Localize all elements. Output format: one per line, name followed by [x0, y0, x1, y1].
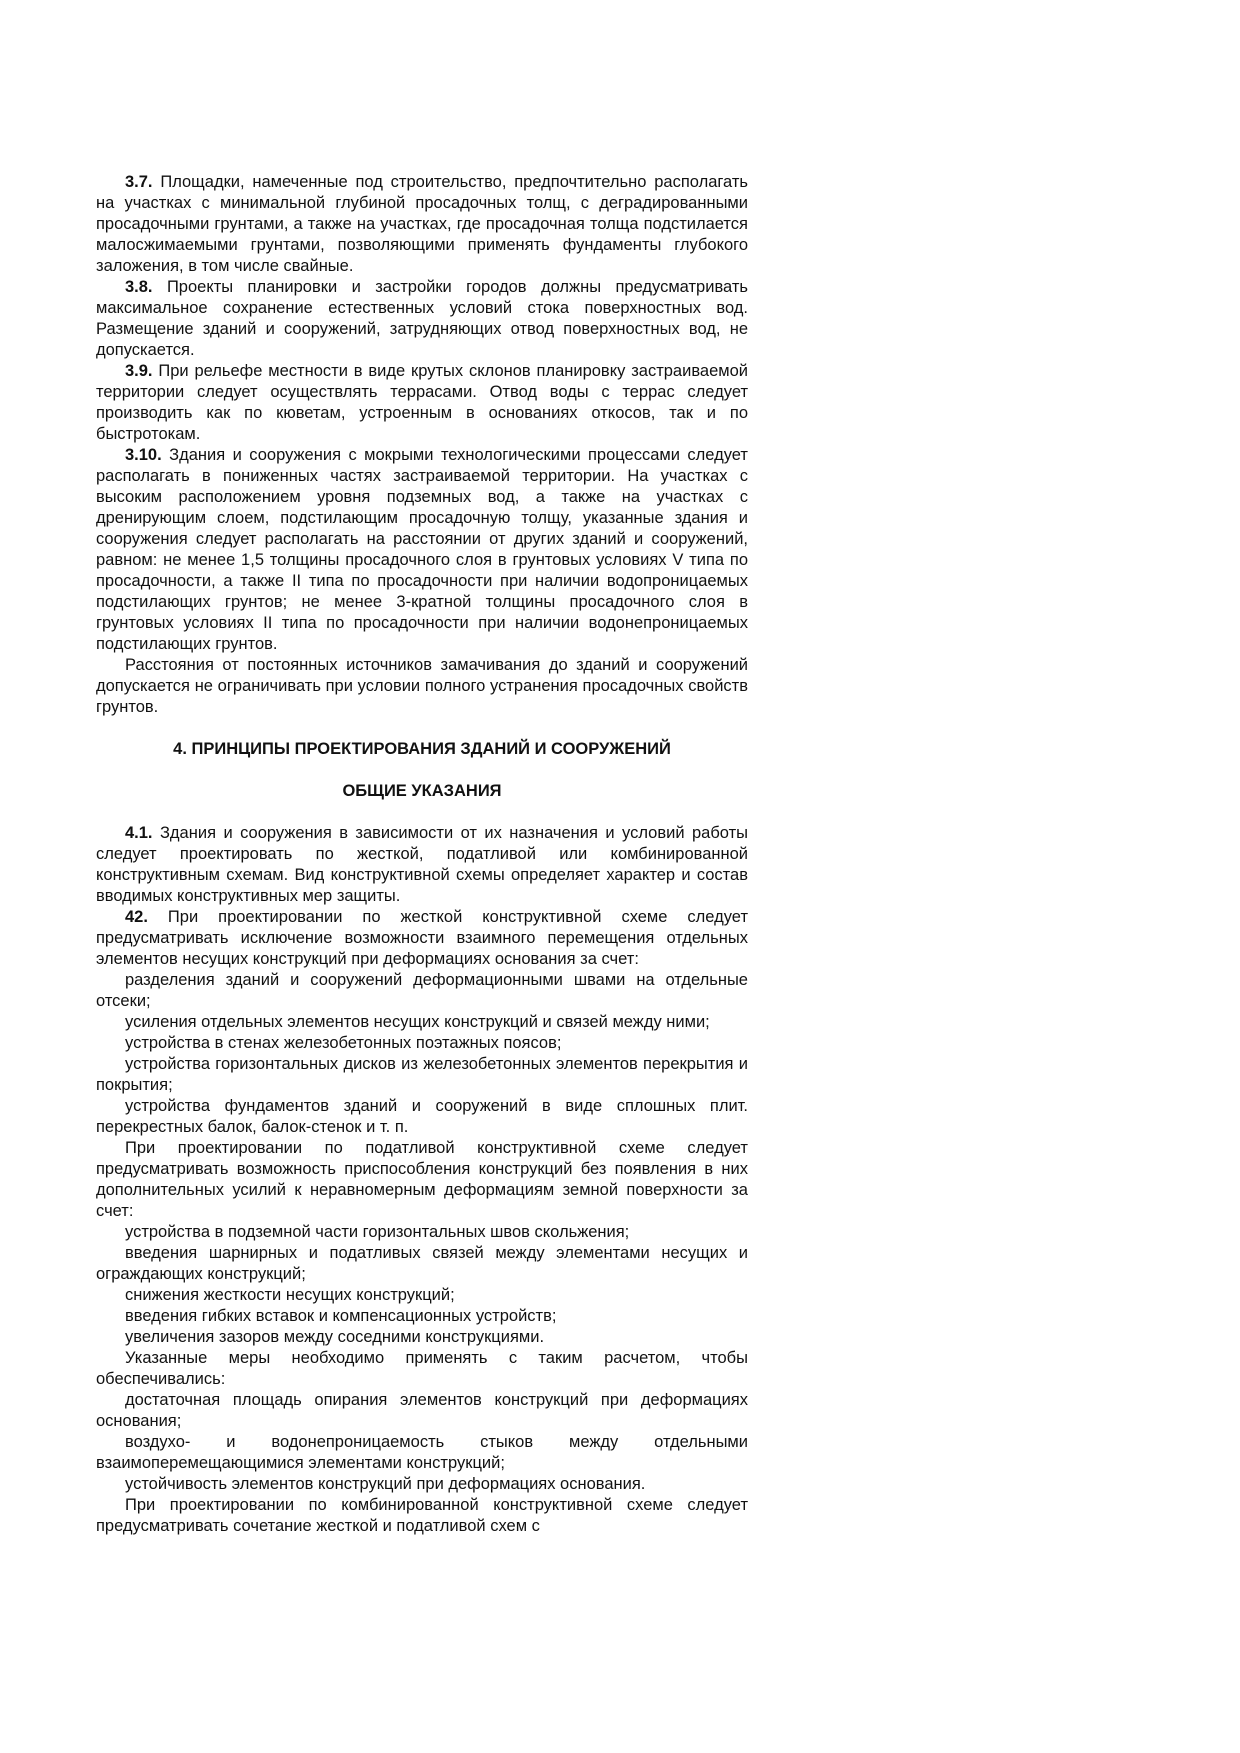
measures-intro: Указанные меры необходимо применять с таким расчетом, чтобы обеспечивались: [96, 1349, 748, 1388]
clause-text: Площадки, намеченные под строительство, предпочтительно располагать на участках с минимальной глубиной просадочных толщ, с деградированными просадочными грунтами, а также на участках, где просадочная толща подстилается малосжимаемыми грунтами, позволяющими применять фундаменты глубокого заложения, в том числе свайные. [96, 173, 748, 275]
flexible-scheme-item: снижения жесткости несущих конструкций; [125, 1286, 455, 1304]
clause-number: 3.7. [125, 173, 153, 191]
measures-item: воздухо- и водонепроницаемость стыков между отдельными взаимоперемещающимися элементами конструкций; [96, 1433, 748, 1472]
combined-scheme-paragraph: При проектировании по комбинированной конструктивной схеме следует предусматривать сочетание жесткой и податливой схем с [96, 1496, 748, 1535]
document-page [96, 172, 748, 1537]
rigid-scheme-item: устройства горизонтальных дисков из железобетонных элементов перекрытия и покрытия; [96, 1055, 748, 1094]
clause-text: Проекты планировки и застройки городов должны предусматривать максимальное сохранение естественных условий стока поверхностных вод. Размещение зданий и сооружений, затрудняющих отвод поверхностных вод, не допускается. [96, 278, 748, 359]
clause-number: 3.9. [125, 362, 153, 380]
flexible-scheme-item: введения шарнирных и податливых связей между элементами несущих и ограждающих конструкций; [96, 1244, 748, 1283]
paragraph-3-10 [96, 445, 748, 655]
rigid-scheme-item: разделения зданий и сооружений деформационными швами на отдельные отсеки; [96, 971, 748, 1010]
flexible-scheme-item: введения гибких вставок и компенсационных устройств; [125, 1307, 557, 1325]
clause-number: 42. [125, 908, 148, 926]
rigid-scheme-item: устройства фундаментов зданий и сооружений в виде сплошных плит. перекрестных балок, балок-стенок и т. п. [96, 1097, 748, 1136]
clause-text: Здания и сооружения с мокрыми технологическими процессами следует располагать в пониженных частях застраиваемой территории. На участках с высоким расположением уровня подземных вод, а также на участках с дренирующим слоем, подстилающим просадочную толщу, указанные здания и сооружения следует располагать на расстоянии от других зданий и сооружений, равном: не менее 1,5 толщины просадочного слоя в грунтовых условиях V типа по просадочности, а также II типа по просадочности при наличии водопроницаемых подстилающих грунтов; не менее 3-кратной толщины просадочного слоя в грунтовых условиях II типа по просадочности при наличии водонепроницаемых подстилающих грунтов. [96, 446, 748, 653]
rigid-scheme-item: устройства в стенах железобетонных поэтажных поясов; [125, 1034, 562, 1052]
flexible-scheme-item: увеличения зазоров между соседними конструкциями. [125, 1328, 545, 1346]
flexible-scheme-intro: При проектировании по податливой конструктивной схеме следует предусматривать возможность приспособления конструкций без появления в них дополнительных усилий к неравномерным деформациям земной поверхности за счет: [96, 1139, 748, 1220]
rigid-scheme-item: усиления отдельных элементов несущих конструкций и связей между ними; [125, 1013, 710, 1031]
paragraph-3-8 [96, 277, 748, 361]
paragraph-4-2 [96, 907, 748, 970]
clause-number: 3.8. [125, 278, 153, 296]
flexible-scheme-item: устройства в подземной части горизонтальных швов скольжения; [125, 1223, 630, 1241]
section-subtitle: ОБЩИЕ УКАЗАНИЯ [342, 782, 502, 800]
clause-number: 4.1. [125, 824, 153, 842]
clause-number: 3.10. [125, 446, 162, 464]
clause-text: Здания и сооружения в зависимости от их назначения и условий работы следует проектировать по жесткой, податливой или комбинированной конструктивным схемам. Вид конструктивной схемы определяет характер и состав вводимых конструктивных мер защиты. [96, 824, 748, 905]
measures-item: устойчивость элементов конструкций при деформациях основания. [125, 1475, 646, 1493]
clause-text: При проектировании по жесткой конструктивной схеме следует предусматривать исключение возможности взаимного перемещения отдельных элементов несущих конструкций при деформациях основания за счет: [96, 908, 748, 968]
paragraph-3-7 [96, 172, 748, 277]
paragraph-3-9 [96, 361, 748, 445]
clause-text: При рельефе местности в виде крутых склонов планировку застраиваемой территории следует осуществлять террасами. Отвод воды с террас следует производить как по кюветам, устроенным в основаниях откосов, так и по быстротокам. [96, 362, 748, 443]
paragraph-3-10-distance: Расстояния от постоянных источников замачивания до зданий и сооружений допускается не ограничивать при условии полного устранения просадочных свойств грунтов. [96, 656, 748, 716]
paragraph-4-1 [96, 823, 748, 907]
section-title: 4. ПРИНЦИПЫ ПРОЕКТИРОВАНИЯ ЗДАНИЙ И СООРУЖЕНИЙ [173, 740, 671, 758]
measures-item: достаточная площадь опирания элементов конструкций при деформациях основания; [96, 1391, 748, 1430]
